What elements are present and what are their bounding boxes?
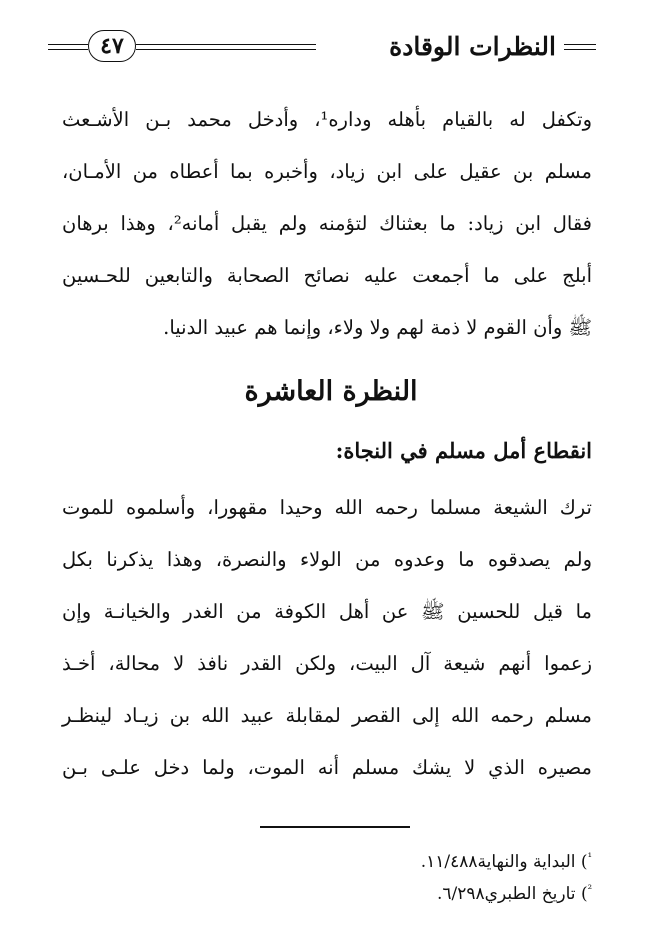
footnote-2 [62,878,592,910]
page-header [48,30,596,70]
text-line: وتكفل له بالقيام بأهله وداره¹، وأدخل محمد بـن الأشـعث [62,108,592,131]
footnotes [62,846,592,910]
header-rule-right [564,44,596,50]
paragraph-2 [62,482,592,794]
text-line: زعموا أنهم شيعة آل البيت، ولكن القدر نافذ لا محالة، أخـذ [62,652,592,675]
text-line: مصيره الذي لا يشك مسلم أنه الموت، ولما دخل علـى بـن [62,756,592,779]
text-line: مسلم بن عقيل على ابن زياد، وأخبره بما أعطاه من الأمـان، [62,160,592,183]
header-rule-middle [136,44,316,50]
footnote-mark: ¹ [587,850,592,864]
text-line: ترك الشيعة مسلما رحمه الله وحيدا مقهورا، وأسلموه للموت [62,496,592,519]
paragraph-1 [62,94,592,354]
header-rule-left [48,44,88,50]
footnote-1 [62,846,592,878]
running-title: النظرات الوقادة [389,32,556,61]
text-line: ما قيل للحسين ﷺ عن أهل الكوفة من الغدر والخيانـة وإن [62,600,592,623]
text-line: فقال ابن زياد: ما بعثناك لتؤمنه ولم يقبل أمانه²، وهذا برهان [62,212,593,235]
footnote-text: ) البداية والنهاية١١/٤٨٨. [420,852,588,872]
footnote-separator [260,826,410,828]
page-number: ٤٧ [88,30,136,62]
text-line: مسلم رحمه الله إلى القصر لمقابلة عبيد الله بن زيـاد لينظـر [62,704,592,727]
footnote-mark: ² [587,882,592,896]
text-line: أبلج على ما أجمعت عليه نصائح الصحابة والتابعين للحـسين [62,264,592,287]
text-line: ﷺ وأن القوم لا ذمة لهم ولا ولاء، وإنما هم عبيد الدنيا. [163,316,592,339]
text-line: ولم يصدقوه ما وعدوه من الولاء والنصرة، وهذا يذكرنا بكل [62,548,592,571]
section-heading: النظرة العاشرة [244,376,418,407]
footnote-text: ) تاريخ الطبري٦/٢٩٨. [436,884,588,904]
section-subheading: انقطاع أمل مسلم في النجاة: [335,438,592,463]
